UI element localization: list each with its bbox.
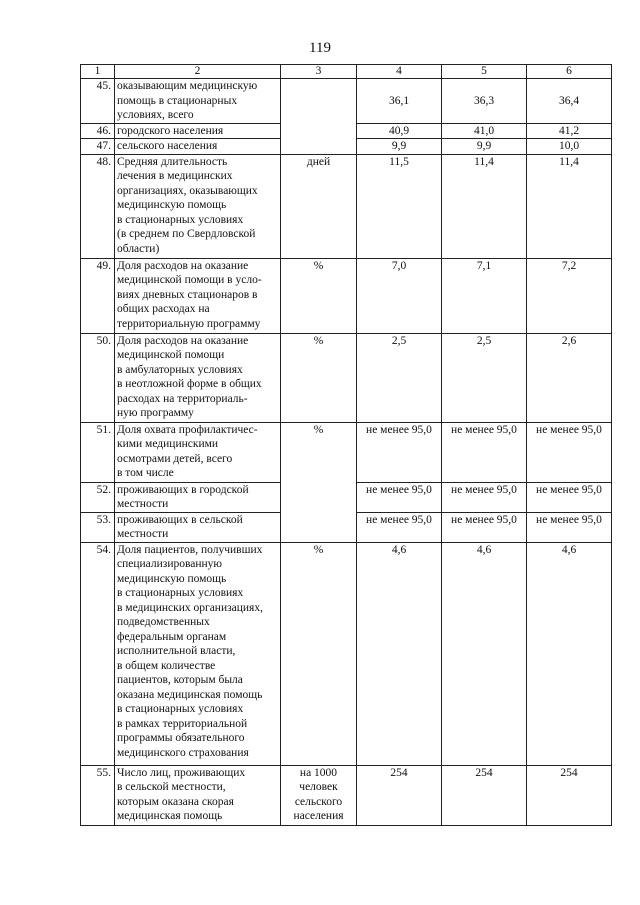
column-header: 6 — [527, 65, 612, 79]
value-cell: 9,9 — [442, 139, 527, 155]
value-cell: 10,0 — [527, 139, 612, 155]
value-cell: 4,6 — [527, 542, 612, 765]
table-row — [81, 79, 612, 124]
row-number: 54. — [81, 542, 115, 765]
row-number: 47. — [81, 139, 115, 155]
row-unit: % — [313, 543, 324, 556]
row-number: 50. — [81, 333, 115, 422]
page-number: 119 — [309, 40, 331, 56]
row-number: 45. — [81, 79, 115, 124]
indicator-table — [80, 64, 612, 826]
column-header: 1 — [81, 65, 115, 79]
value-cell: 7,1 — [442, 258, 527, 333]
table-row — [81, 154, 612, 258]
value-cell: 11,4 — [527, 154, 612, 258]
row-number: 46. — [81, 123, 115, 139]
value-cell: 4,6 — [357, 542, 442, 765]
row-name: проживающих в городской местности — [117, 483, 249, 510]
value-cell: 254 — [527, 765, 612, 825]
table-row — [81, 542, 612, 765]
value-cell: 254 — [357, 765, 442, 825]
value-cell: 4,6 — [442, 542, 527, 765]
value-cell: 2,5 — [442, 333, 527, 422]
row-name: Доля расходов на оказание медицинской помощи в амбулаторных условиях в неотложной форме в общих расходах на территориаль- ную программу — [117, 334, 262, 419]
row-number: 53. — [81, 512, 115, 542]
table-row — [81, 258, 612, 333]
row-number: 49. — [81, 258, 115, 333]
value-cell: 2,6 — [527, 333, 612, 422]
row-name: Число лиц, проживающих в сельской местности, которым оказана скорая медицинская помощь — [117, 766, 246, 822]
row-name: Доля охвата профилактичес- кими медицинскими осмотрами детей, всего в том числе — [117, 423, 258, 479]
value-cell: не менее 95,0 — [527, 482, 612, 512]
row-name: Доля расходов на оказание медицинской помощи в усло- виях дневных стационаров в общих расходах на территориальную программу — [117, 259, 262, 330]
value-cell: 40,9 — [357, 123, 442, 139]
value-cell: не менее 95,0 — [357, 482, 442, 512]
value-cell: 11,4 — [442, 154, 527, 258]
value-cell: 254 — [442, 765, 527, 825]
column-header: 5 — [442, 65, 527, 79]
row-name: городского населения — [117, 124, 224, 137]
row-name: проживающих в сельской местности — [117, 513, 243, 540]
row-number: 55. — [81, 765, 115, 825]
table-row — [81, 765, 612, 825]
value-cell: не менее 95,0 — [357, 422, 442, 482]
row-name: Доля пациентов, получивших специализированную медицинскую помощь в стационарных условиях в медицинских организациях, подведомственных федеральным органам исполнительной власти, в общем количестве пациентов, которым была оказана медицинская помощь в стационарных условиях в рамках территориальной программы обязательного медицинского страхования — [117, 543, 263, 759]
value-cell: не менее 95,0 — [442, 512, 527, 542]
value-cell: 11,5 — [357, 154, 442, 258]
row-unit: % — [313, 334, 324, 347]
row-number: 52. — [81, 482, 115, 512]
value-cell: 2,5 — [357, 333, 442, 422]
row-name: оказывающим медицинскую помощь в стационарных условиях, всего — [117, 80, 258, 121]
value-cell: не менее 95,0 — [527, 512, 612, 542]
row-name: сельского населения — [117, 140, 218, 152]
value-cell: не менее 95,0 — [442, 422, 527, 482]
row-number: 51. — [81, 422, 115, 482]
column-header: 4 — [357, 65, 442, 79]
row-unit: дней — [306, 155, 331, 168]
value-cell: 7,2 — [527, 258, 612, 333]
value-cell: не менее 95,0 — [442, 482, 527, 512]
table-row — [81, 422, 612, 482]
value-cell: 41,0 — [442, 123, 527, 139]
row-number: 48. — [81, 154, 115, 258]
row-unit: % — [313, 259, 324, 272]
column-number-header-row — [81, 65, 612, 79]
column-header: 3 — [281, 65, 357, 79]
value-cell: не менее 95,0 — [527, 422, 612, 482]
value-cell: 36,4 — [527, 79, 612, 124]
row-unit: % — [313, 423, 324, 436]
value-cell: не менее 95,0 — [357, 512, 442, 542]
value-cell: 41,2 — [527, 123, 612, 139]
value-cell: 7,0 — [357, 258, 442, 333]
table-row — [81, 333, 612, 422]
value-cell: 9,9 — [357, 139, 442, 155]
column-header: 2 — [115, 65, 281, 79]
row-unit: на 1000 человек сельского населения — [293, 766, 344, 822]
row-name: Средняя длительность лечения в медицинских организациях, оказывающих медицинскую помощь в стационарных условиях (в среднем по Свердловской области) — [117, 155, 258, 255]
value-cell: 36,1 — [357, 79, 442, 124]
value-cell: 36,3 — [442, 79, 527, 124]
